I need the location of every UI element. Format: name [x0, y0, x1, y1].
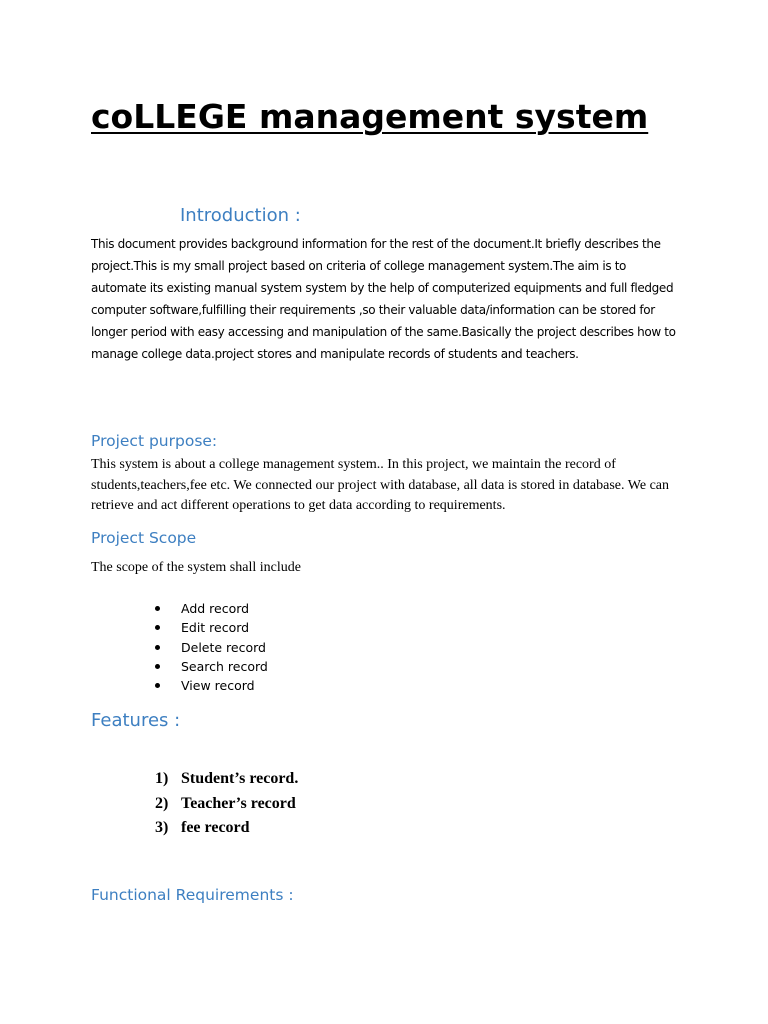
list-item [155, 618, 268, 637]
list-number: 1) [155, 770, 169, 787]
scope-heading: Project Scope [91, 529, 197, 547]
scope-text: The scope of the system shall include [91, 560, 301, 575]
list-item-label: Add record [181, 601, 250, 616]
purpose-heading: Project purpose: [91, 432, 218, 450]
list-item-label: fee record [181, 819, 250, 836]
list-item-label: Delete record [181, 639, 266, 655]
list-item [155, 638, 268, 657]
list-item [155, 792, 298, 817]
bullet-icon [155, 625, 160, 630]
list-number: 3) [155, 819, 169, 836]
introduction-text: This document provides background information for the rest of the document.It briefly describes the project.This is my small project based on criteria of college management system.The aim is to automate its existing manual system system by the help of computerized equipments and full fledged computer software,fulfilling their requirements ,so their valuable data/information can be stored for longer period with easy accessing and manipulation of the same.Basically the project describes how to manage college data.project stores and manipulate records of students and teachers. [91, 237, 676, 361]
list-item [155, 816, 298, 841]
purpose-text: This system is about a college management system.. In this project, we maintain the record of students,teachers,fee etc. We connected our project with database, all data is stored in database. We can retrieve and act different operations to get data according to requirements. [91, 457, 669, 513]
list-item [155, 599, 268, 618]
list-item-label: Edit record [181, 620, 250, 636]
list-item-label: View record [181, 678, 255, 694]
scope-list [155, 599, 268, 695]
document-title: coLLEGE management system [91, 97, 649, 136]
list-item [155, 657, 268, 676]
features-list [155, 767, 298, 841]
list-item [155, 767, 298, 792]
list-item [155, 676, 268, 695]
bullet-icon [155, 606, 160, 611]
features-heading: Features : [91, 710, 181, 731]
list-number: 2) [155, 794, 169, 812]
introduction-heading: Introduction : [180, 205, 301, 226]
list-item-label: Teacher’s record [181, 794, 296, 812]
functional-requirements-heading: Functional Requirements : [91, 886, 294, 904]
list-item-label: Search record [181, 658, 268, 674]
bullet-icon [155, 645, 160, 650]
bullet-icon [155, 664, 160, 669]
bullet-icon [155, 683, 160, 688]
list-item-label: Student’s record. [181, 770, 299, 787]
